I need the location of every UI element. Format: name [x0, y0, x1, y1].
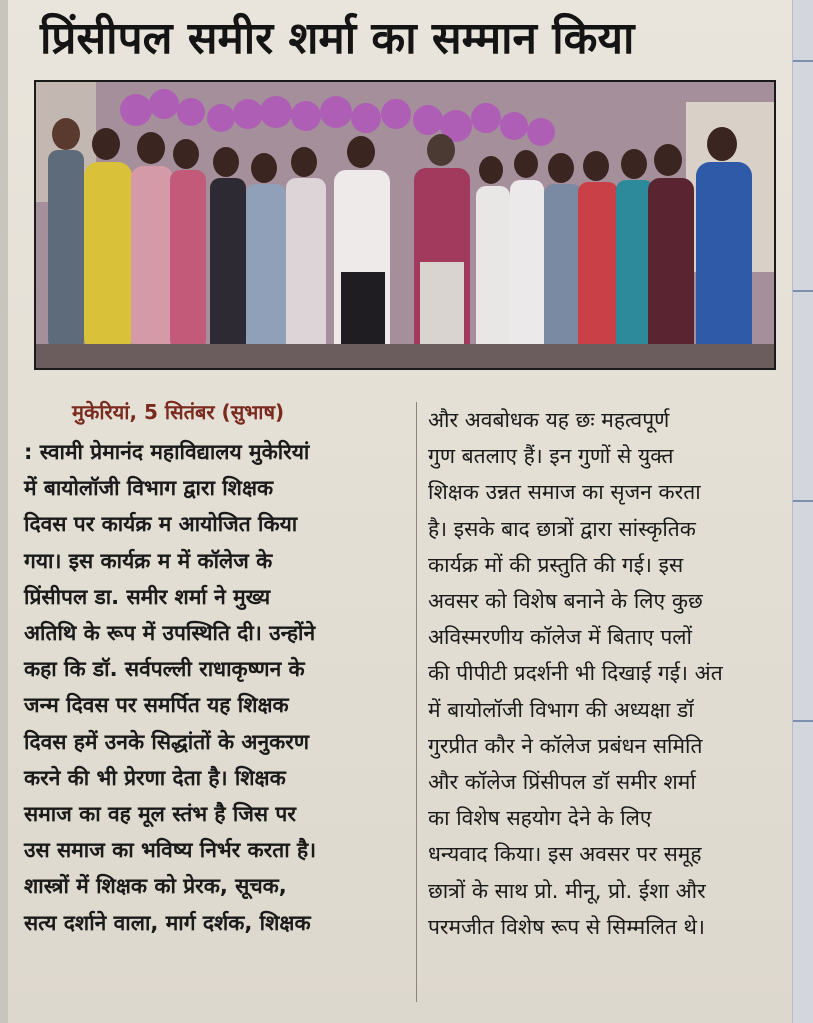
body-line: छात्रों के साथ प्रो. मीनू, प्रो. ईशा और [428, 878, 706, 903]
column-divider [416, 402, 417, 1002]
body-line: में बायोलॉजी विभाग द्वारा शिक्षक [24, 476, 274, 501]
body-line: : स्वामी प्रेमानंद महाविद्यालय मुकेरियां [24, 440, 310, 464]
article-body-right-column [428, 402, 788, 945]
body-line: धन्यवाद किया। इस अवसर पर समूह [428, 842, 702, 867]
body-line: अवसर को विशेष बनाने के लिए कुछ [428, 589, 703, 614]
headline: प्रिंसीपल समीर शर्मा का सम्मान किया [40, 13, 635, 64]
body-line: है। इसके बाद छात्रों द्वारा सांस्कृतिक [428, 516, 696, 541]
body-line: शास्त्रों में शिक्षक को प्रेरक, सूचक, [24, 874, 287, 899]
body-line: और अवबोधक यह छः महत्वपूर्ण [428, 408, 670, 432]
body-line: सत्य दर्शाने वाला, मार्ग दर्शक, शिक्षक [24, 910, 311, 935]
body-line: में बायोलॉजी विभाग की अध्यक्षा डॉ [428, 697, 694, 722]
group-photo-illustration [36, 82, 774, 368]
adjacent-page-edge [792, 0, 813, 1023]
body-line: उस समाज का भविष्य निर्भर करता है। [24, 838, 317, 863]
body-line: की पीपीटी प्रदर्शनी भी दिखाई गई। अंत [428, 661, 723, 686]
dateline: मुकेरियां, 5 सितंबर (सुभाष) [72, 400, 285, 424]
body-line: अतिथि के रूप में उपस्थिति दी। उन्होंने [24, 621, 316, 646]
body-line: जन्म दिवस पर समर्पित यह शिक्षक [24, 693, 289, 718]
event-photo [34, 80, 776, 370]
body-line: गया। इस कार्यक्र म में कॉलेज के [24, 548, 273, 573]
body-line: करने की भी प्रेरणा देता है। शिक्षक [24, 765, 286, 790]
body-line: का विशेष सहयोग देने के लिए [428, 806, 652, 831]
body-line: परमजीत विशेष रूप से सिम्मलित थे। [428, 914, 705, 939]
body-line: गुण बतलाए हैं। इन गुणों से युक्त [428, 444, 674, 469]
body-line: और कॉलेज प्रिंसीपल डॉ समीर शर्मा [428, 770, 696, 795]
body-line: गुरप्रीत कौर ने कॉलेज प्रबंधन समिति [428, 733, 703, 758]
body-line: अविस्मरणीय कॉलेज में बिताए पलों [428, 625, 692, 650]
body-line: दिवस पर कार्यक्र म आयोजित किया [24, 512, 298, 537]
body-line: शिक्षक उन्नत समाज का सृजन करता [428, 480, 701, 505]
body-line: कार्यक्र मों की प्रस्तुति की गई। इस [428, 552, 684, 577]
page-left-edge [0, 0, 8, 1023]
body-line: कहा कि डॉ. सर्वपल्ली राधाकृष्णन के [24, 657, 305, 682]
article-body-left-column [24, 434, 409, 941]
body-line: प्रिंसीपल डा. समीर शर्मा ने मुख्य [24, 584, 271, 609]
body-line: दिवस हमें उनके सिद्धांतों के अनुकरण [24, 729, 310, 754]
body-line: समाज का वह मूल स्तंभ है जिस पर [24, 802, 296, 827]
